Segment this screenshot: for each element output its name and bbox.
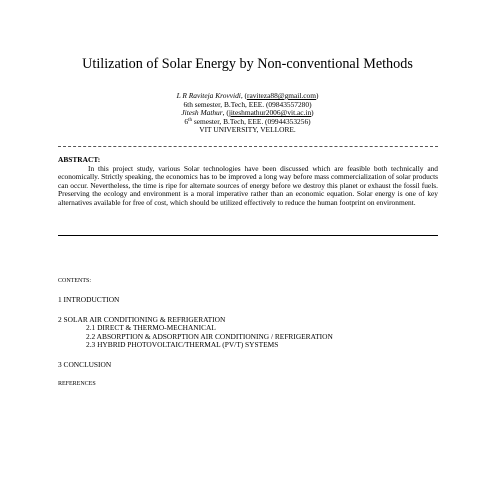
- contents-item-references: REFERENCES: [58, 380, 96, 387]
- dashed-divider: [58, 146, 438, 147]
- author1-details: 6th semester, B.Tech, EEE. (09843557280): [183, 99, 312, 109]
- abstract-text: In this project study, various Solar technologies have been discussed which are feasible both technically and economically. Strictly speaking, the economics has to be improved a long way before mass commercialization of solar products can occur. Nevertheless, the time is ripe for alternate sources of energy before we destroy this planet or exhaust the fossil fuels. Preserving the ecology and environment is a moral imperative rather than an economic equation. Solar energy is one of key alternatives available for free of cost, which should be utilized effectively to reduce the human footprint on environment.: [58, 163, 438, 207]
- contents-subitem-direct: 2.1 DIRECT & THERMO-MECHANICAL: [86, 323, 216, 333]
- abstract-heading: ABSTRACT:: [58, 155, 101, 164]
- contents-label: CONTENTS:: [58, 278, 91, 284]
- author2-name: Jitesh Mathur: [181, 108, 223, 117]
- author2-sem-number: 6: [184, 116, 189, 126]
- author1-name: L R Raviteja Krovvidi: [176, 91, 241, 100]
- contents-item-conclusion: 3 CONCLUSION: [58, 359, 112, 369]
- contents-subitem-hybrid: 2.3 HYBRID PHOTOVOLTAIC/THERMAL (PV/T) SYSTEMS: [86, 340, 279, 350]
- author1-sep: , (: [240, 91, 247, 100]
- author1-email-link[interactable]: raviteza88@gmail.com: [246, 91, 316, 100]
- author2-sem-suffix: th: [188, 117, 192, 123]
- author2-sep: , (: [222, 108, 229, 117]
- contents-section: [58, 278, 438, 387]
- affiliation: VIT UNIVERSITY, VELLORE.: [199, 125, 296, 134]
- contents-item-solar-air-conditioning: 2 SOLAR AIR CONDITIONING & REFRIGERATION: [58, 314, 226, 324]
- author2-close: ): [311, 108, 314, 117]
- author-block: [0, 92, 495, 135]
- paper-title: Utilization of Solar Energy by Non-conventional Methods: [82, 56, 413, 72]
- author1-close: ): [315, 91, 319, 100]
- solid-divider: [58, 235, 438, 236]
- author2-details-rest: semester, B.Tech, EEE. (09944353256): [191, 116, 311, 126]
- author2-email-link[interactable]: jiteshmathur2006@vit.ac.in: [228, 108, 312, 117]
- abstract-section: [58, 156, 438, 208]
- contents-subitem-absorption: 2.2 ABSORPTION & ADSORPTION AIR CONDITIONING / REFRIGERATION: [86, 331, 333, 341]
- contents-item-introduction: 1 INTRODUCTION: [58, 295, 120, 304]
